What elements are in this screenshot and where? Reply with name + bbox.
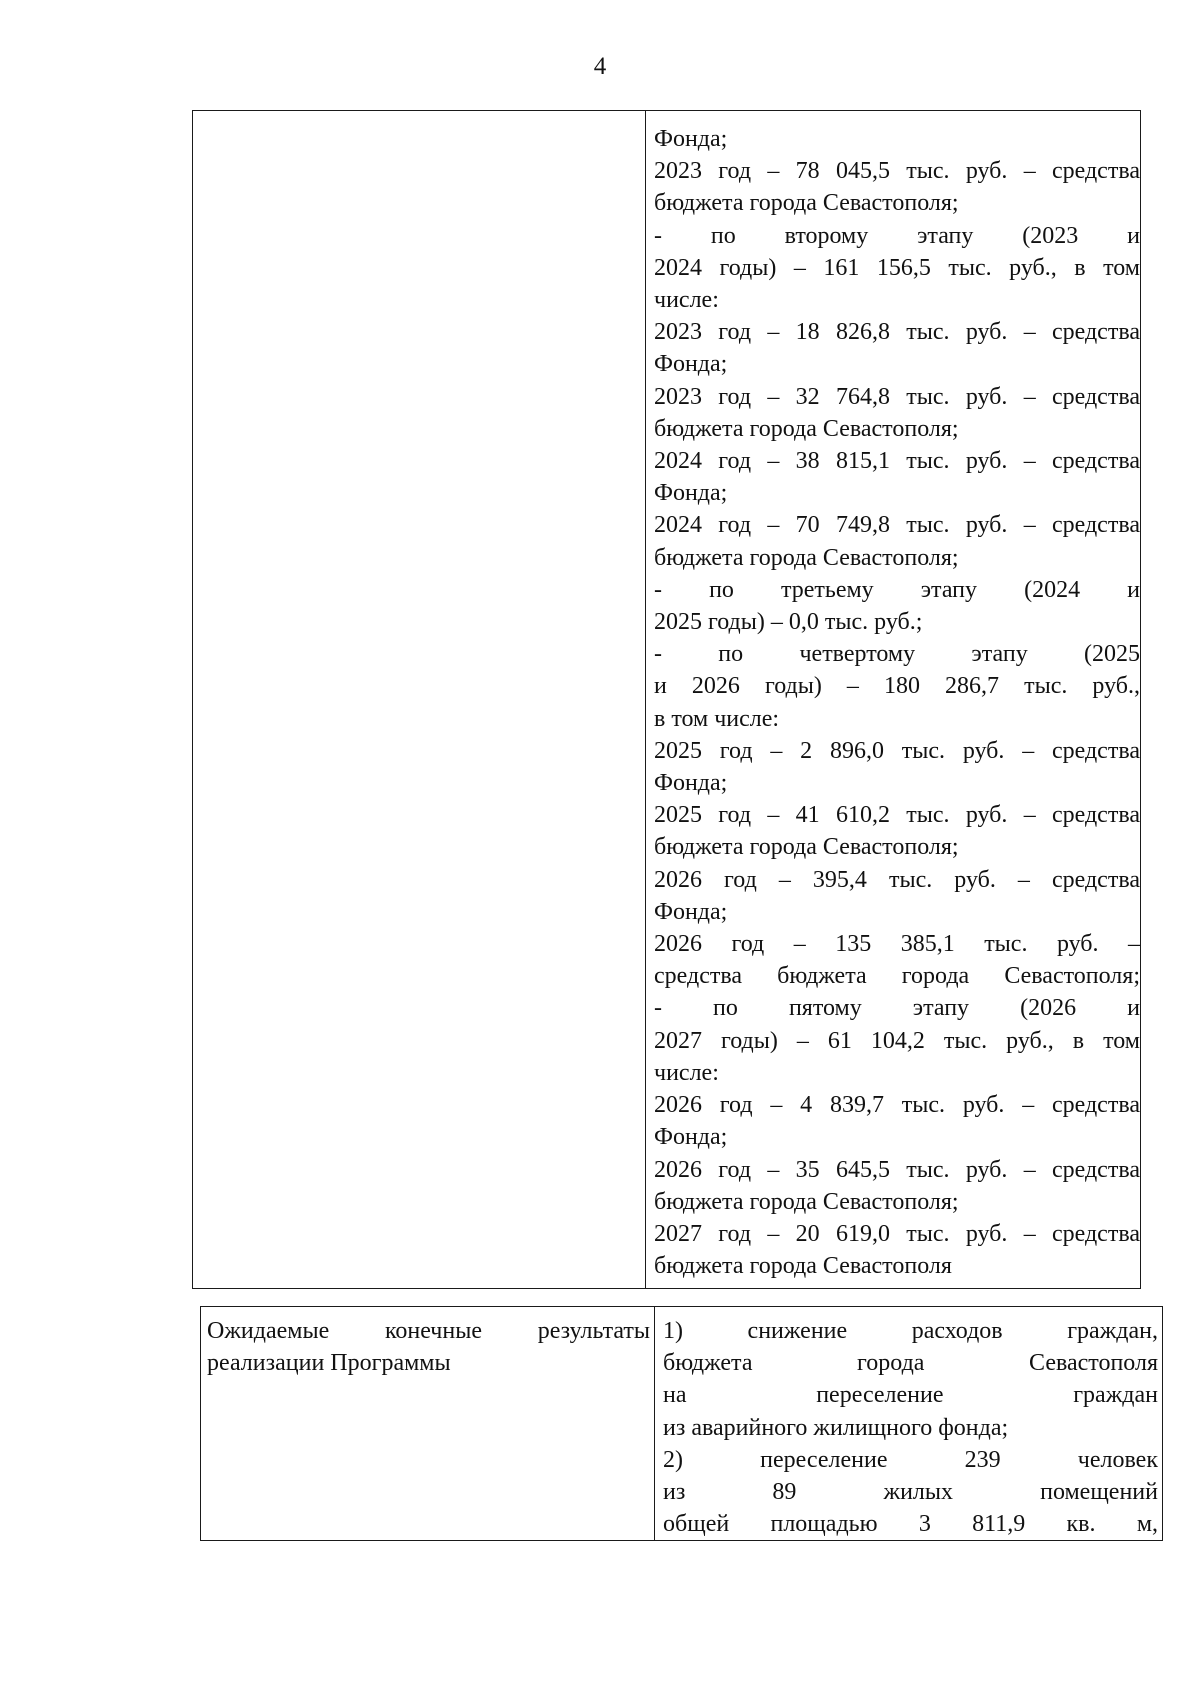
text-line: 2026 год – 4 839,7 тыс. руб. – средства [654,1092,1140,1119]
text-line: 2025 год – 2 896,0 тыс. руб. – средства [654,737,1140,764]
text-line: бюджета города Севастополя; [654,544,959,571]
text-line: числе: [654,287,719,314]
page-number: 4 [593,53,607,80]
text-line: 2023 год – 18 826,8 тыс. руб. – средства [654,319,1140,346]
text-line: 2026 год – 395,4 тыс. руб. – средства [654,866,1140,893]
results-label-cell [201,1307,655,1541]
text-line: Фонда; [654,898,728,925]
text-line: 1) снижение расходов граждан, [663,1318,1158,1344]
text-line: 2023 год – 78 045,5 тыс. руб. – средства [654,158,1140,185]
text-line: бюджета города Севастополя; [654,834,959,861]
text-line: - по третьему этапу (2024 и [654,576,1140,603]
funding-text-cell [646,111,1141,1289]
text-line: бюджета города Севастополя [654,1253,952,1280]
text-line: Фонда; [654,770,728,797]
text-line: Фонда; [654,351,728,378]
text-line: бюджета города Севастополя [663,1350,1158,1377]
funding-row [193,111,1141,1289]
text-line: 2026 год – 35 645,5 тыс. руб. – средства [654,1156,1140,1183]
text-line: 2) переселение 239 человек [663,1446,1158,1473]
text-line: - по четвертому этапу (2025 [654,641,1140,668]
results-table [200,1306,1163,1541]
funding-table [192,110,1141,1289]
text-line: бюджета города Севастополя; [654,190,959,217]
text-line: 2025 год – 41 610,2 тыс. руб. – средства [654,802,1140,829]
text-line: 2024 год – 38 815,1 тыс. руб. – средства [654,448,1140,475]
text-line: 2027 год – 20 619,0 тыс. руб. – средства [654,1220,1140,1247]
text-line: 2025 годы) – 0,0 тыс. руб.; [654,609,923,636]
text-line: Фонда; [654,480,728,507]
text-line: и 2026 годы) – 180 286,7 тыс. руб., [654,673,1140,700]
results-label: Ожидаемые конечные результаты реализации Программы [207,1318,650,1377]
text-line: 2026 год – 135 385,1 тыс. руб. – [654,931,1140,958]
text-line: числе: [654,1059,719,1086]
text-line: средства бюджета города Севастополя; [654,963,1140,990]
text-line: Фонда; [654,1124,728,1151]
results-text-cell [655,1307,1163,1541]
text-line: в том числе: [654,705,780,732]
text-line: из 89 жилых помещений [663,1479,1158,1506]
text-line: бюджета города Севастополя; [654,415,959,442]
text-line: - по второму этапу (2023 и [654,222,1140,249]
text-line: из аварийного жилищного фонда; [663,1414,1009,1441]
text-line: - по пятому этапу (2026 и [654,995,1140,1022]
text-line: на переселение граждан [663,1382,1158,1409]
text-line: 2024 годы) – 161 156,5 тыс. руб., в том [654,254,1140,281]
text-line: 2027 годы) – 61 104,2 тыс. руб., в том [654,1027,1140,1054]
text-line: общей площадью 3 811,9 кв. м, [663,1511,1158,1538]
funding-label-cell [193,111,646,1289]
text-line: 2023 год – 32 764,8 тыс. руб. – средства [654,383,1140,410]
text-line: Фонда; [654,126,728,152]
text-line: 2024 год – 70 749,8 тыс. руб. – средства [654,512,1140,539]
text-line: бюджета города Севастополя; [654,1188,959,1215]
results-row [201,1307,1163,1541]
